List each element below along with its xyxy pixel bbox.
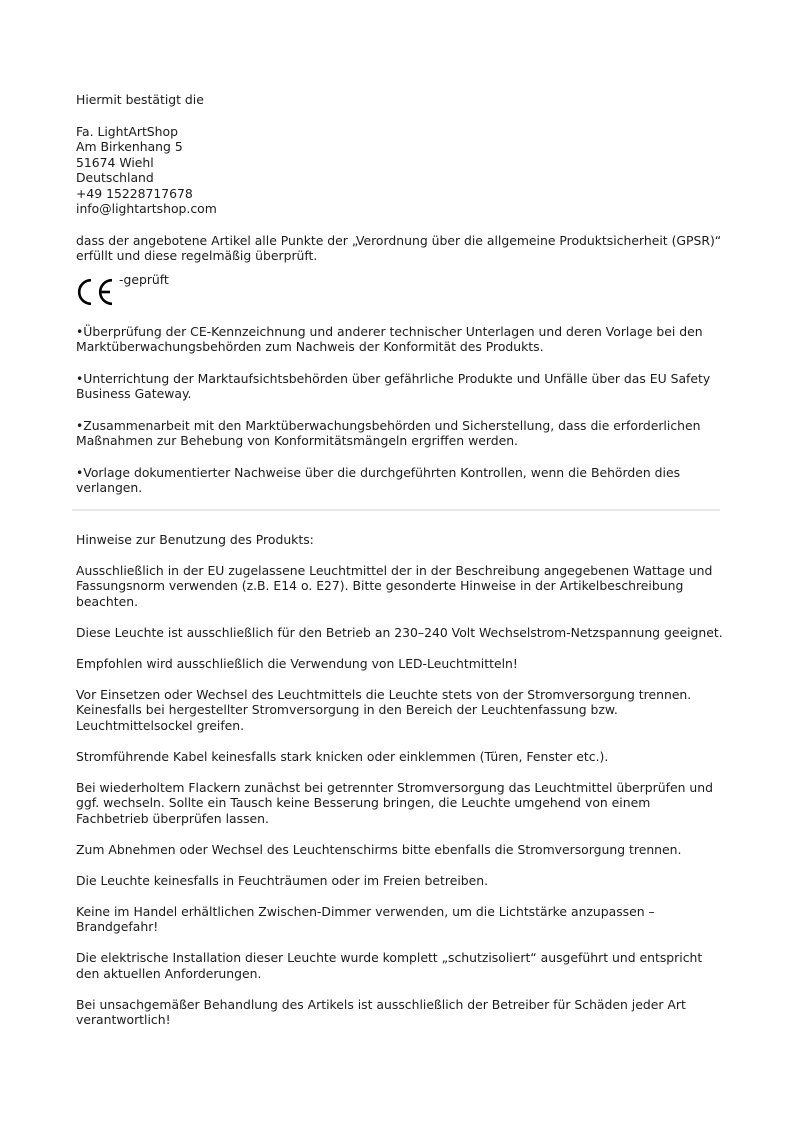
- obligation-item: •Vorlage dokumentierter Nachweise über die durchgeführten Kontrollen, wenn die Behörden dies verlangen.: [76, 464, 681, 495]
- usage-note: Die Leuchte keinesfalls in Feuchträumen oder im Freien betreiben.: [76, 872, 489, 888]
- usage-note: Ausschließlich in der EU zugelassene Leuchtmittel der in der Beschreibung angegebenen Wattage und Fassungsnorm verwenden (z.B. E14 o. E27). Bitte gesonderte Hinweise in der Artikelbeschreibung beachten.: [76, 562, 713, 609]
- obligation-item: •Zusammenarbeit mit den Marktüberwachungsbehörden und Sicherstellung, dass die erforderlichen Maßnahmen zur Behebung von Konformitätsmängeln ergriffen werden.: [76, 417, 701, 448]
- usage-note: Stromführende Kabel keinesfalls stark knicken oder einklemmen (Türen, Fenster etc.).: [76, 748, 609, 764]
- usage-note: Empfohlen wird ausschließlich die Verwendung von LED-Leuchtmitteln!: [76, 655, 518, 671]
- usage-note: Keine im Handel erhältlichen Zwischen-Dimmer verwenden, um die Lichtstärke anzupassen – Brandgefahr!: [76, 903, 655, 934]
- company-country: Deutschland: [76, 170, 154, 185]
- usage-note: Zum Abnehmen oder Wechsel des Leuchtenschirms bitte ebenfalls die Stromversorgung trennen.: [76, 841, 682, 857]
- usage-note: Vor Einsetzen oder Wechsel des Leuchtmittels die Leuchte stets von der Stromversorgung trennen. Keinesfalls bei hergestellter Stromversorgung in den Bereich der Leuchtenfassung bzw. Leuchtmittelsockel greifen.: [76, 686, 692, 733]
- company-email: info@lightartshop.com: [76, 201, 217, 216]
- company-address: [76, 124, 724, 217]
- obligation-item: •Unterrichtung der Marktaufsichtsbehörden über gefährliche Produkte und Unfälle über das EU Safety Business Gateway.: [76, 370, 711, 401]
- usage-note: Die elektrische Installation dieser Leuchte wurde komplett „schutzisoliert“ ausgeführt und entspricht den aktuellen Anforderungen.: [76, 950, 703, 981]
- usage-note: Bei unsachgemäßer Behandlung des Artikels ist ausschließlich der Betreiber für Schäden jeder Art verantwortlich!: [76, 996, 686, 1027]
- section-divider: [72, 509, 720, 511]
- company-name: Fa. LightArtShop: [76, 123, 178, 139]
- gpsr-statement: dass der angebotene Artikel alle Punkte der „Verordnung über die allgemeine Produktsicherheit (GPSR)“ erfüllt und diese regelmäßig überprüft.: [76, 232, 722, 263]
- ce-label: -geprüft: [119, 271, 169, 287]
- usage-heading: Hinweise zur Benutzung des Produkts:: [76, 531, 314, 547]
- company-phone: +49 15228717678: [76, 185, 193, 201]
- obligation-item: •Überprüfung der CE-Kennzeichnung und anderer technischer Unterlagen und deren Vorlage bei den Marktüberwachungsbehörden zum Nachweis der Konformität des Produkts.: [76, 323, 703, 354]
- ce-certification: [76, 271, 724, 308]
- usage-section: [76, 532, 724, 1028]
- usage-note: Diese Leuchte ist ausschließlich für den Betrieb an 230–240 Volt Wechselstrom-Netzspannung geeignet.: [76, 624, 723, 640]
- company-street: Am Birkenhang 5: [76, 139, 183, 154]
- intro-text: Hiermit bestätigt die: [76, 92, 204, 107]
- document-body: [76, 92, 724, 1043]
- ce-mark-icon: [76, 278, 114, 306]
- usage-note: Bei wiederholtem Flackern zunächst bei getrennter Stromversorgung das Leuchtmittel überprüfen und ggf. wechseln. Sollte ein Tausch keine Besserung bringen, die Leuchte umgehend von einem Fachbetrieb überprüfen lassen.: [76, 779, 713, 826]
- company-city: 51674 Wiehl: [76, 154, 154, 170]
